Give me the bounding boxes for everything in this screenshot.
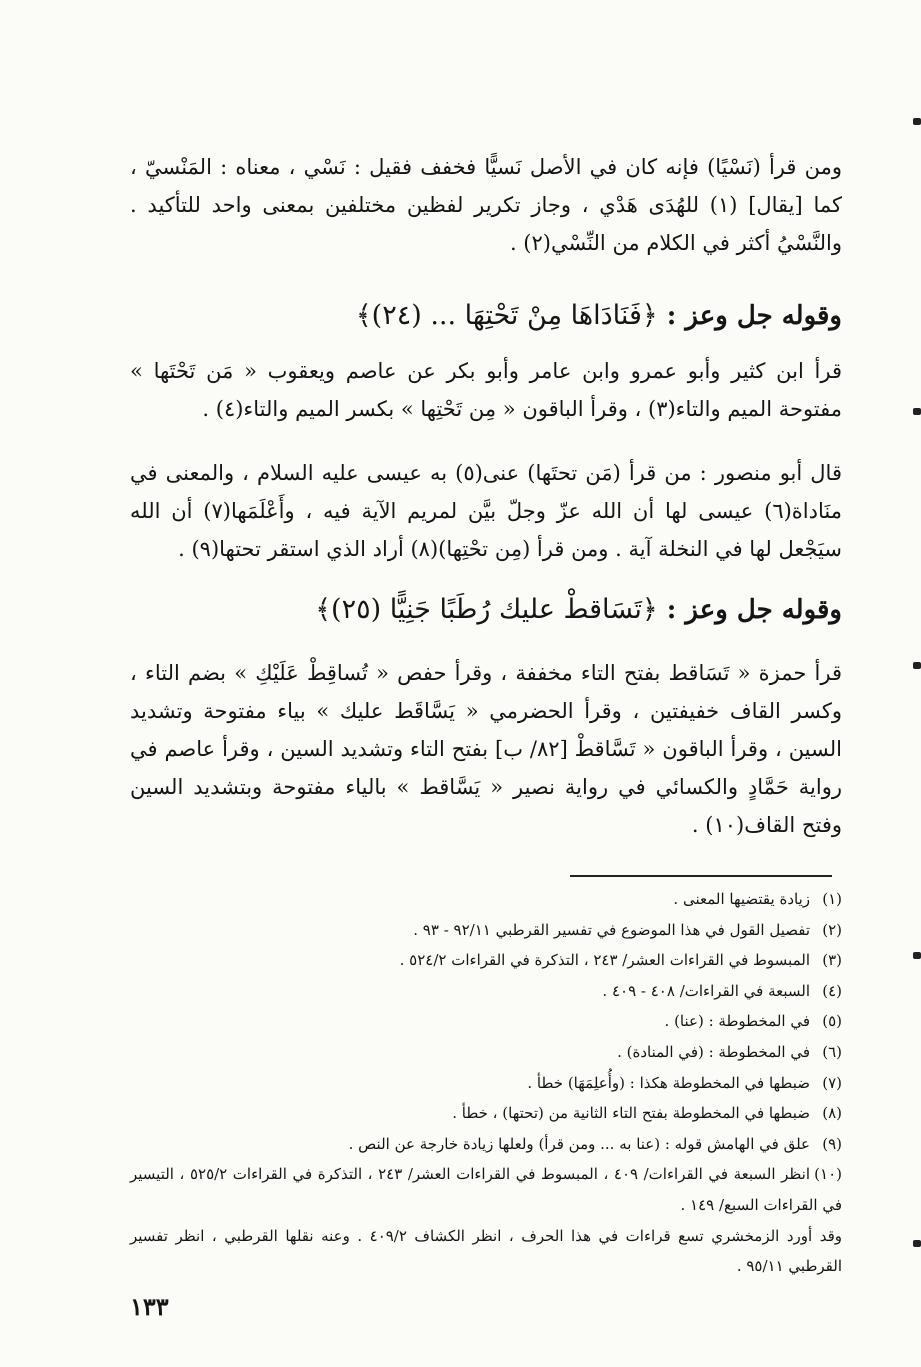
footnote-item [130, 915, 842, 946]
footnote-number: (٦) [822, 1042, 842, 1061]
verse-heading-24 [130, 294, 842, 338]
footnote-text: زيادة يقتضيها المعنى . [673, 890, 810, 908]
footnote-item [130, 976, 842, 1007]
footnote-item [130, 945, 842, 976]
paragraph-abu-mansour [130, 454, 842, 568]
footnote-text: ضبطها في المخطوطة هكذا : (وأُعلِمَهَا) خطأ . [527, 1073, 810, 1092]
footnote-item [130, 1006, 842, 1037]
footnote-number: (٣) [822, 951, 842, 970]
paragraph-nasy-text: ومن قرأ (نَسْيًا) فإنه كان في الأصل نَسيًّا فخفف فقيل : نَسْي ، معناه : المَنْسيّ ، كما [يقال] (١) للهُدَى هَدْي ، وجاز تكرير لفظين مختلفين بمعنى واحد للتأكيد . والنَّسْيُ أكثر في الكلام من النِّسْي(٢) . [130, 155, 842, 255]
footnote-text: انظر السبعة في القراءات/ ٤٠٩ ، المبسوط في القراءات العشر/ ٢٤٣ ، التذكرة في القراءات ٥٢٥/٢ ، التيسير في القراءات السبع/ ١٤٩ . [130, 1165, 842, 1214]
verse-heading-24-label: وقوله جل وعز : [666, 301, 842, 331]
footnote-number: (٥) [822, 1012, 842, 1031]
footnote-item [130, 1159, 842, 1220]
verse-heading-25-text: ﴿تَسَاقطْ عليك رُطَبًا جَنِيًّا (٢٥)﴾ [315, 594, 658, 625]
footnote-number: (٨) [822, 1104, 842, 1123]
footnote-text: ضبطها في المخطوطة بفتح التاء الثانية من (تحتها) ، خطأ . [452, 1104, 810, 1123]
footnote-number: (٩) [822, 1134, 842, 1153]
edge-mark [913, 952, 921, 959]
footnote-text: علق في الهامش قوله : (عنا به ... ومن قرأ) ولعلها زيادة خارجة عن النص . [348, 1134, 810, 1153]
footnote-continuation: وقد أورد الزمخشري تسع قراءات في هذا الحرف ، انظر الكشاف ٤٠٩/٢ . وعنه نقلها القرطبي ، انظر تفسير القرطبي ٩٥/١١ . [130, 1226, 842, 1276]
footnote-number: (٢) [822, 920, 842, 939]
footnote-number: (١٠) [814, 1165, 842, 1184]
footnote-item [130, 1098, 842, 1129]
footnote-text: المبسوط في القراءات العشر/ ٢٤٣ ، التذكرة في القراءات ٥٢٤/٢ . [399, 951, 810, 970]
edge-mark [913, 118, 921, 125]
edge-mark [913, 1240, 921, 1247]
footnote-item [130, 1068, 842, 1099]
footnote-text: في المخطوطة : (في المنادة) . [617, 1042, 810, 1061]
footnote-text: تفصيل القول في هذا الموضوع في تفسير القرطبي ٩٢/١١ - ٩٣ . [413, 920, 810, 939]
footnotes [130, 884, 842, 1282]
verse-heading-24-text: ﴿فَنَادَاهَا مِنْ تَحْتِهَا ... (٢٤)﴾ [355, 300, 658, 331]
paragraph-nasy [130, 148, 842, 262]
verse-heading-25 [130, 588, 842, 632]
footnote-item [130, 884, 842, 915]
footnote-item [130, 1037, 842, 1068]
footnote-number: (٧) [822, 1073, 842, 1092]
footnote-text: السبعة في القراءات/ ٤٠٨ - ٤٠٩ . [602, 981, 810, 1000]
paragraph-readings-25-text: قرأ حمزة « تَسَاقط بفتح التاء مخففة ، وقرأ حفص « تُساقِطْ عَلَيْكِ » بضم التاء ، وكسر القاف خفيفتين ، وقرأ الحضرمي « يَسَّاقَط عليك » بياء مفتوحة وتشديد السين ، وقرأ الباقون « تَسَّاقطْ [٨٢/ ب] بفتح التاء وتشديد السين ، وقرأ عاصم في رواية حَمَّادٍ والكسائي في رواية نصير « يَسَّاقط » بالياء مفتوحة وبتشديد السين وفتح القاف(١٠) . [130, 661, 842, 837]
footnote-text: في المخطوطة : (عنا) . [664, 1012, 810, 1031]
footnote-number: (٤) [822, 981, 842, 1000]
footnote-separator [570, 875, 832, 877]
page-number: ١٣٣ [130, 1292, 169, 1321]
footnote-item [130, 1129, 842, 1160]
paragraph-abu-mansour-text: قال أبو منصور : من قرأ (مَن تحتَها) عنى(٥) به عيسى عليه السلام ، والمعنى في منَاداة(٦) عيسى لها أن الله عزّ وجلّ بيَّن لمريم الآية فيه ، وأَعْلَمَها(٧) أن الله سيَجْعل لها في النخلة آية . ومن قرأ (مِن تحْتِها)(٨) أراد الذي استقر تحتها(٩) . [130, 461, 842, 561]
footnote-number: (١) [822, 890, 842, 908]
edge-mark [913, 662, 921, 669]
paragraph-readings-24 [130, 352, 842, 428]
paragraph-readings-25 [130, 654, 842, 844]
verse-heading-25-label: وقوله جل وعز : [666, 595, 842, 625]
paragraph-readings-24-text: قرأ ابن كثير وأبو عمرو وابن عامر وأبو بكر عن عاصم ويعقوب « مَن تَحْتَها » مفتوحة الميم والتاء(٣) ، وقرأ الباقون « مِن تَحْتِها » بكسر الميم والتاء(٤) . [130, 359, 842, 421]
edge-mark [913, 408, 921, 415]
